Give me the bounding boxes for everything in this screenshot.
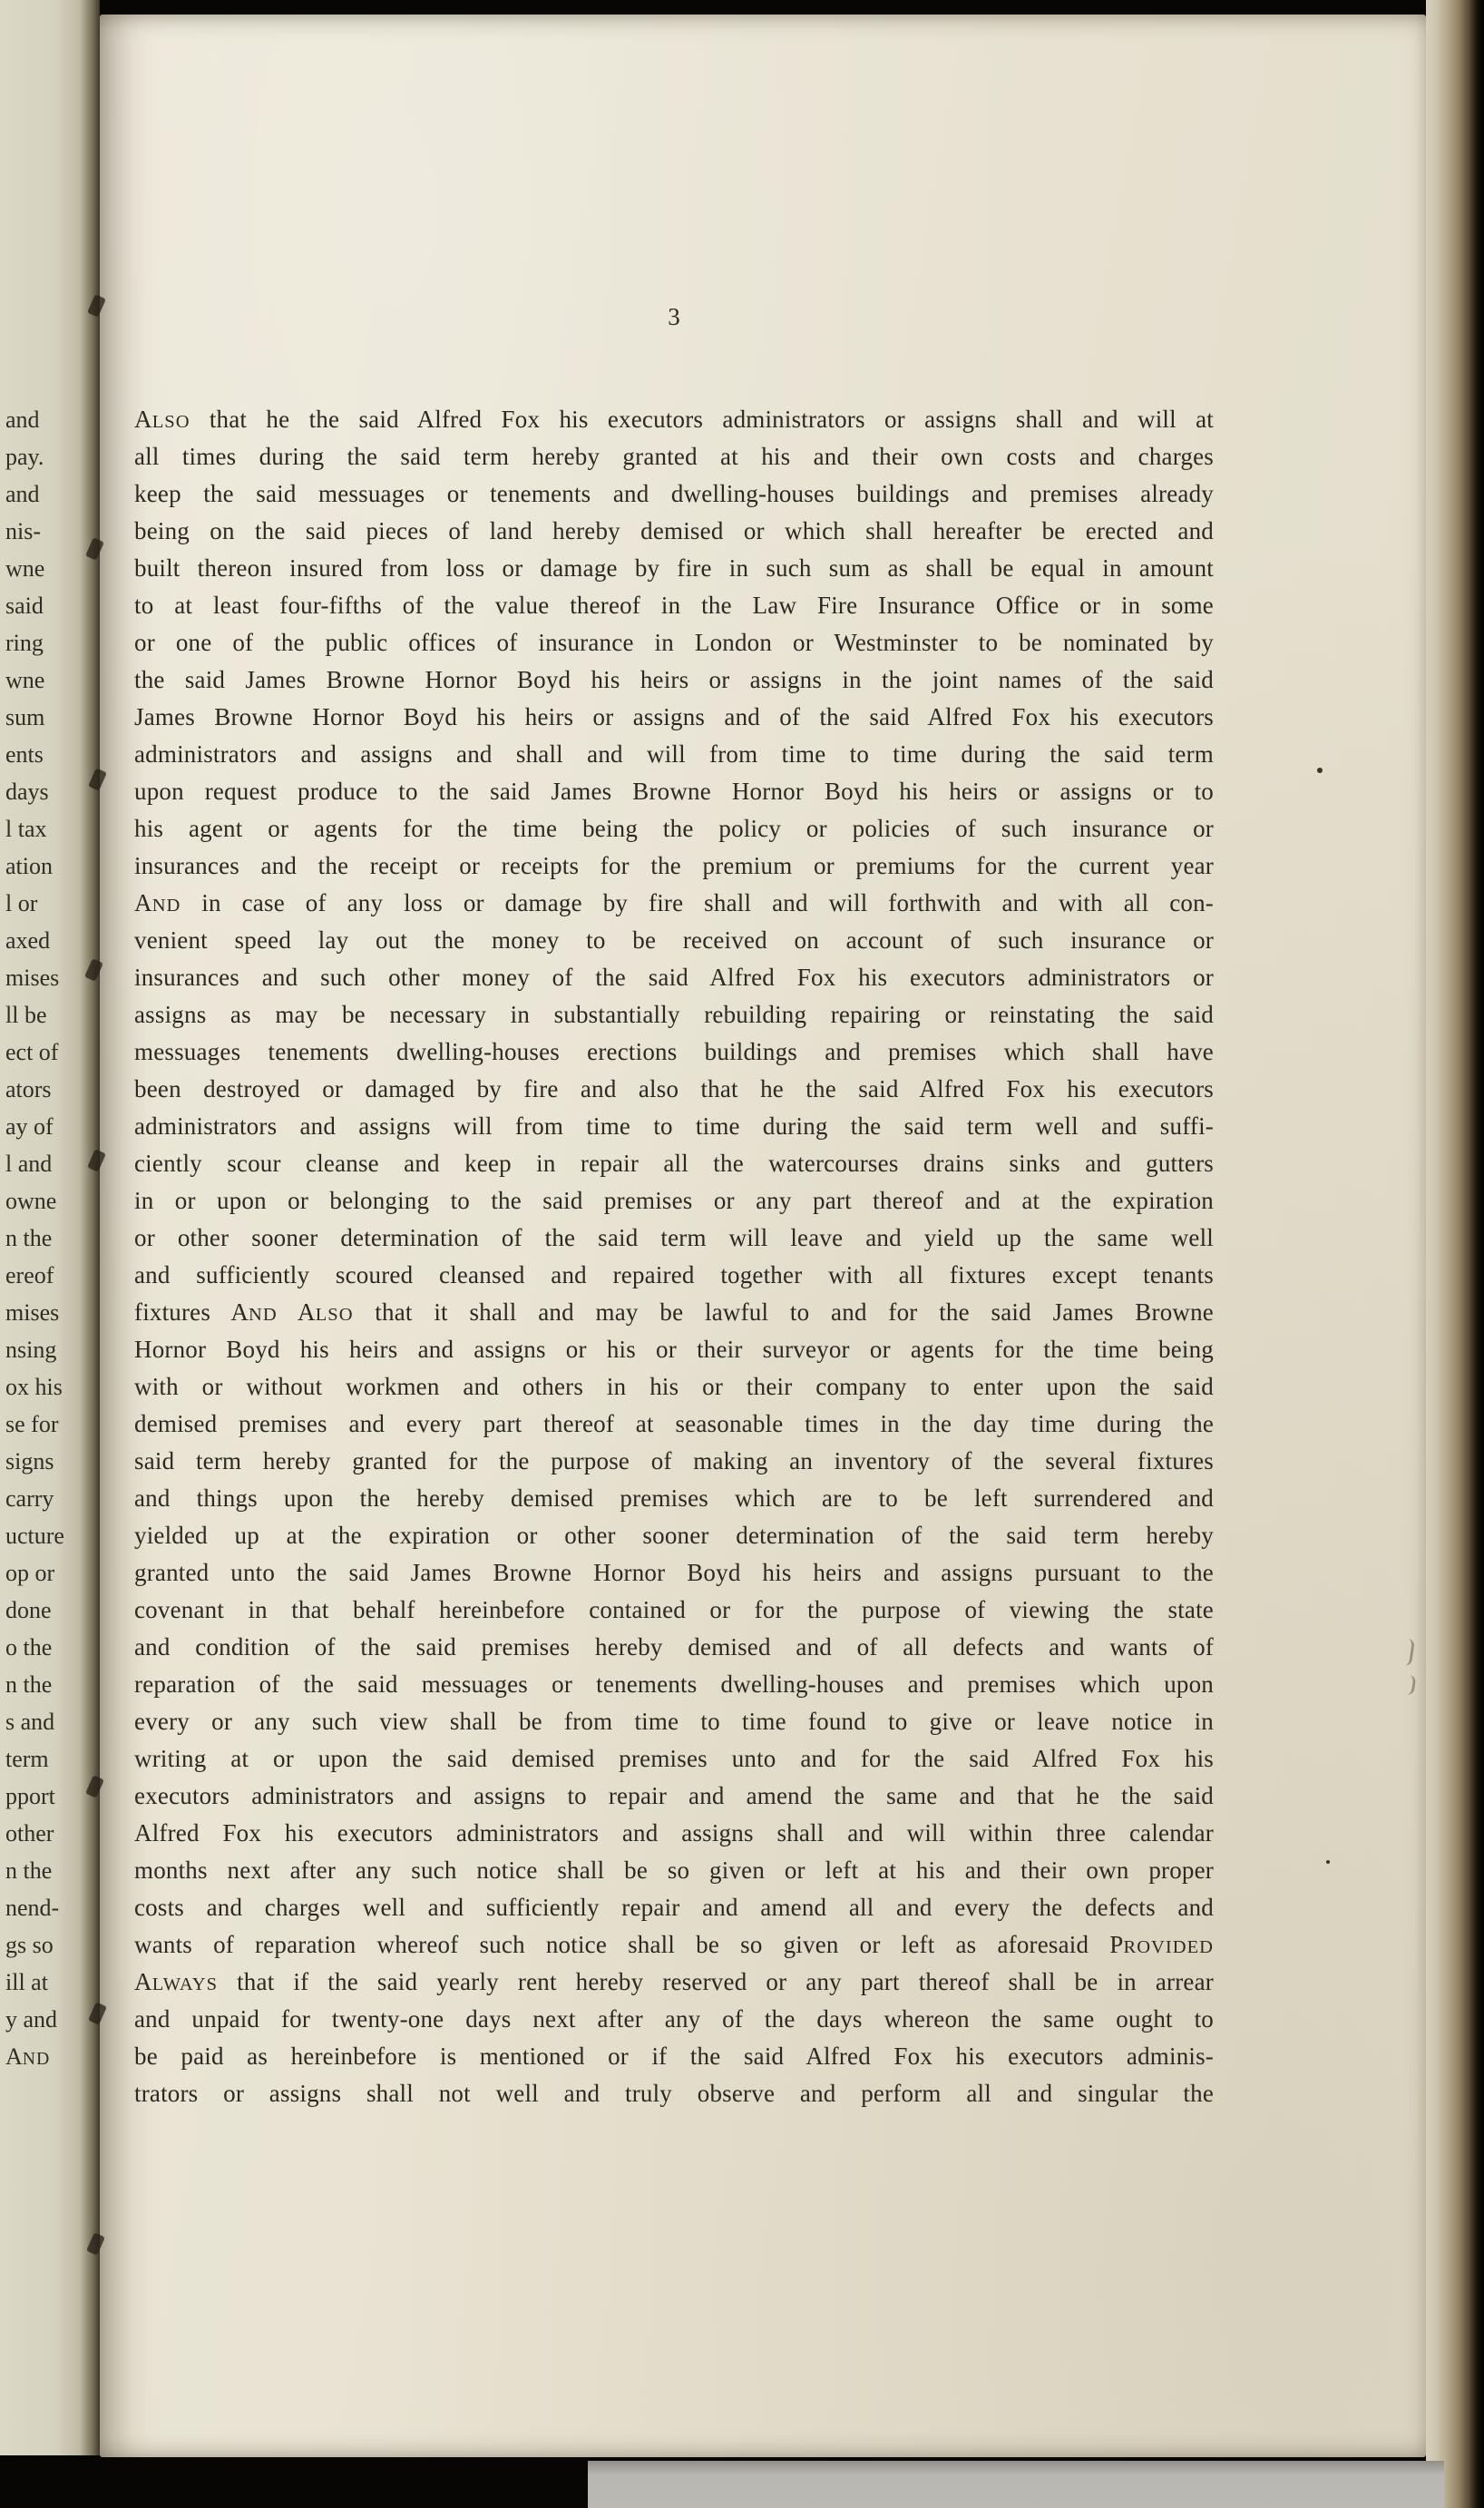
previous-page-fragment-line: ill at xyxy=(5,1969,48,1995)
previous-page-fragment-line: nis- xyxy=(5,518,41,544)
previous-page-fragment-line: wne xyxy=(5,667,45,693)
previous-page-fragment-line: ereof xyxy=(5,1262,54,1288)
body-text-line: said term hereby granted for the purpose of making an inventory of the several fixtures xyxy=(134,1447,1214,1474)
previous-page-fragment-line: other xyxy=(5,1820,54,1847)
previous-page-fragment-line: done xyxy=(5,1597,52,1623)
body-text-line: assigns as may be necessary in substantially rebuilding repairing or reinstating the said xyxy=(134,1001,1214,1028)
previous-page-fragment-line: axed xyxy=(5,927,51,954)
previous-page-fragment-line: n the xyxy=(5,1857,53,1884)
previous-page-fragment-line: ll be xyxy=(5,1002,47,1028)
body-text-line: insurances and the receipt or receipts for the premium or premiums for the current year xyxy=(134,852,1214,879)
body-text-line: reparation of the said messuages or tenements dwelling-houses and premises which upon xyxy=(134,1670,1214,1698)
body-text-line: writing at or upon the said demised premises unto and for the said Alfred Fox his xyxy=(134,1745,1214,1772)
body-text-line: and sufficiently scoured cleansed and repaired together with all fixtures except tenants xyxy=(134,1261,1214,1288)
body-text-line: all times during the said term hereby granted at his and their own costs and charges xyxy=(134,443,1214,470)
body-text-line: and things upon the hereby demised premises which are to be left surrendered and xyxy=(134,1484,1214,1512)
body-text-line: every or any such view shall be from time to time found to give or leave notice in xyxy=(134,1708,1214,1735)
previous-page-fragment-line: ox his xyxy=(5,1374,63,1400)
previous-page-fragment-line: carry xyxy=(5,1485,54,1512)
body-text-line: with or without workmen and others in his or their company to enter upon the said xyxy=(134,1373,1214,1400)
body-text-line: yielded up at the expiration or other sooner determination of the said term hereby xyxy=(134,1522,1214,1549)
previous-page-fragment-line: mises xyxy=(5,965,60,991)
body-text-line: being on the said pieces of land hereby demised or which shall hereafter be erected and xyxy=(134,517,1214,544)
body-text-line: administrators and assigns and shall and will from time to time during the said term xyxy=(134,740,1214,768)
previous-page-fragment-line: n the xyxy=(5,1225,53,1251)
previous-page-fragments xyxy=(5,401,89,2075)
bottom-page-stack xyxy=(588,2461,1444,2508)
previous-page-fragment-line: ring xyxy=(5,630,44,656)
previous-page-fragment-line: l and xyxy=(5,1151,53,1177)
previous-page-fragment-line: sum xyxy=(5,704,45,730)
body-text-line: Alfred Fox his executors administrators and assigns shall and will within three calendar xyxy=(134,1819,1214,1847)
body-text-line: Hornor Boyd his heirs and assigns or his or their surveyor or agents for the time being xyxy=(134,1336,1214,1363)
previous-page-fragment-line: n the xyxy=(5,1671,53,1698)
previous-page-fragment-line: y and xyxy=(5,2006,58,2033)
body-text-line: built thereon insured from loss or damage by fire in such sum as shall be equal in amount xyxy=(134,554,1214,582)
scanned-page xyxy=(100,15,1426,2457)
body-text-line: AND in case of any loss or damage by fire shall and will forthwith and with all con- xyxy=(134,889,1214,916)
body-text-line: insurances and such other money of the said Alfred Fox his executors administrators or xyxy=(134,964,1214,991)
body-text-line: messuages tenements dwelling-houses erections buildings and premises which shall have xyxy=(134,1038,1214,1065)
body-text-line: and unpaid for twenty-one days next after any of the days whereon the same ought to xyxy=(134,2005,1214,2033)
body-text-line: venient speed lay out the money to be received on account of such insurance or xyxy=(134,926,1214,954)
body-text-line: or one of the public offices of insurance in London or Westminster to be nominated by xyxy=(134,629,1214,656)
previous-page-fragment-line: l tax xyxy=(5,816,47,842)
previous-page-fragment-line: said xyxy=(5,593,44,619)
previous-page-fragment-line: mises xyxy=(5,1299,60,1326)
previous-page-fragment-line: gs so xyxy=(5,1932,54,1958)
body-text-line: keep the said messuages or tenements and dwelling-houses buildings and premises already xyxy=(134,480,1214,507)
previous-page-fragment-line: s and xyxy=(5,1709,55,1735)
previous-page-fragment-line: owne xyxy=(5,1188,57,1214)
body-text-line: fixtures AND ALSO that it shall and may be lawful to and for the said James Browne xyxy=(134,1298,1214,1326)
body-text-line: administrators and assigns will from time to time during the said term well and suffi- xyxy=(134,1112,1214,1140)
body-text-line: covenant in that behalf hereinbefore contained or for the purpose of viewing the state xyxy=(134,1596,1214,1623)
body-text xyxy=(134,401,1214,2112)
previous-page-fragment-line: ators xyxy=(5,1076,52,1102)
body-text-line: demised premises and every part thereof at seasonable times in the day time during the xyxy=(134,1410,1214,1437)
body-text-line: and condition of the said premises hereby demised and of all defects and wants of xyxy=(134,1633,1214,1661)
body-text-line: granted unto the said James Browne Hornor Boyd his heirs and assigns pursuant to the xyxy=(134,1559,1214,1586)
body-text-line: wants of reparation whereof such notice shall be so given or left as aforesaid PROVIDED xyxy=(134,1931,1214,1958)
previous-page-fragment-line: l or xyxy=(5,890,38,916)
body-text-line: his agent or agents for the time being the policy or policies of such insurance or xyxy=(134,815,1214,842)
ink-speck xyxy=(1317,768,1323,773)
body-text-line: trators or assigns shall not well and truly observe and perform all and singular the xyxy=(134,2080,1214,2107)
ink-speck xyxy=(1326,1860,1330,1864)
book-page-edges xyxy=(1426,0,1484,2508)
body-text-line: executors administrators and assigns to repair and amend the same and that he the said xyxy=(134,1782,1214,1809)
previous-page-fragment-line: AND xyxy=(5,2043,51,2070)
previous-page-fragment-line: and xyxy=(5,481,40,507)
previous-page-fragment-line: op or xyxy=(5,1560,55,1586)
body-text-line: ciently scour cleanse and keep in repair all the watercourses drains sinks and gutters xyxy=(134,1150,1214,1177)
body-text-line: the said James Browne Hornor Boyd his heirs or assigns in the joint names of the said xyxy=(134,666,1214,693)
previous-page-fragment-line: ation xyxy=(5,853,53,879)
body-text-line: been destroyed or damaged by fire and also that he the said Alfred Fox his executors xyxy=(134,1075,1214,1102)
previous-page-fragment-line: term xyxy=(5,1746,49,1772)
body-text-line: or other sooner determination of the said term will leave and yield up the same well xyxy=(134,1224,1214,1251)
previous-page-fragment-line: ay of xyxy=(5,1113,54,1140)
body-text-line: James Browne Hornor Boyd his heirs or assigns and of the said Alfred Fox his executors xyxy=(134,703,1214,730)
previous-page-fragment-line: se for xyxy=(5,1411,59,1437)
previous-page-edge xyxy=(0,0,100,2455)
body-text-line: costs and charges well and sufficiently repair and amend all and every the defects and xyxy=(134,1894,1214,1921)
previous-page-fragment-line: ucture xyxy=(5,1523,64,1549)
body-text-line: to at least four-fifths of the value thereof in the Law Fire Insurance Office or in some xyxy=(134,592,1214,619)
previous-page-fragment-line: nend- xyxy=(5,1895,60,1921)
previous-page-fragment-line: pport xyxy=(5,1783,55,1809)
page-number: 3 xyxy=(668,303,680,330)
body-text-line: upon request produce to the said James Browne Hornor Boyd his heirs or assigns or to xyxy=(134,778,1214,805)
body-text-line: months next after any such notice shall be so given or left at his and their own proper xyxy=(134,1857,1214,1884)
body-text-line: in or upon or belonging to the said premises or any part thereof and at the expiration xyxy=(134,1187,1214,1214)
previous-page-fragment-line: ect of xyxy=(5,1039,59,1065)
previous-page-fragment-line: days xyxy=(5,779,49,805)
previous-page-fragment-line: ents xyxy=(5,741,44,768)
previous-page-fragment-line: signs xyxy=(5,1448,54,1474)
body-text-line: ALWAYS that if the said yearly rent hereby reserved or any part thereof shall be in arrear xyxy=(134,1968,1214,1995)
previous-page-fragment-line: and xyxy=(5,407,40,433)
previous-page-fragment-line: pay. xyxy=(5,444,44,470)
body-text-line: be paid as hereinbefore is mentioned or if the said Alfred Fox his executors adminis- xyxy=(134,2043,1214,2070)
previous-page-fragment-line: nsing xyxy=(5,1337,57,1363)
previous-page-fragment-line: o the xyxy=(5,1634,53,1661)
body-text-line: ALSO that he the said Alfred Fox his executors administrators or assigns shall and will at xyxy=(134,406,1214,433)
previous-page-fragment-line: wne xyxy=(5,555,45,582)
